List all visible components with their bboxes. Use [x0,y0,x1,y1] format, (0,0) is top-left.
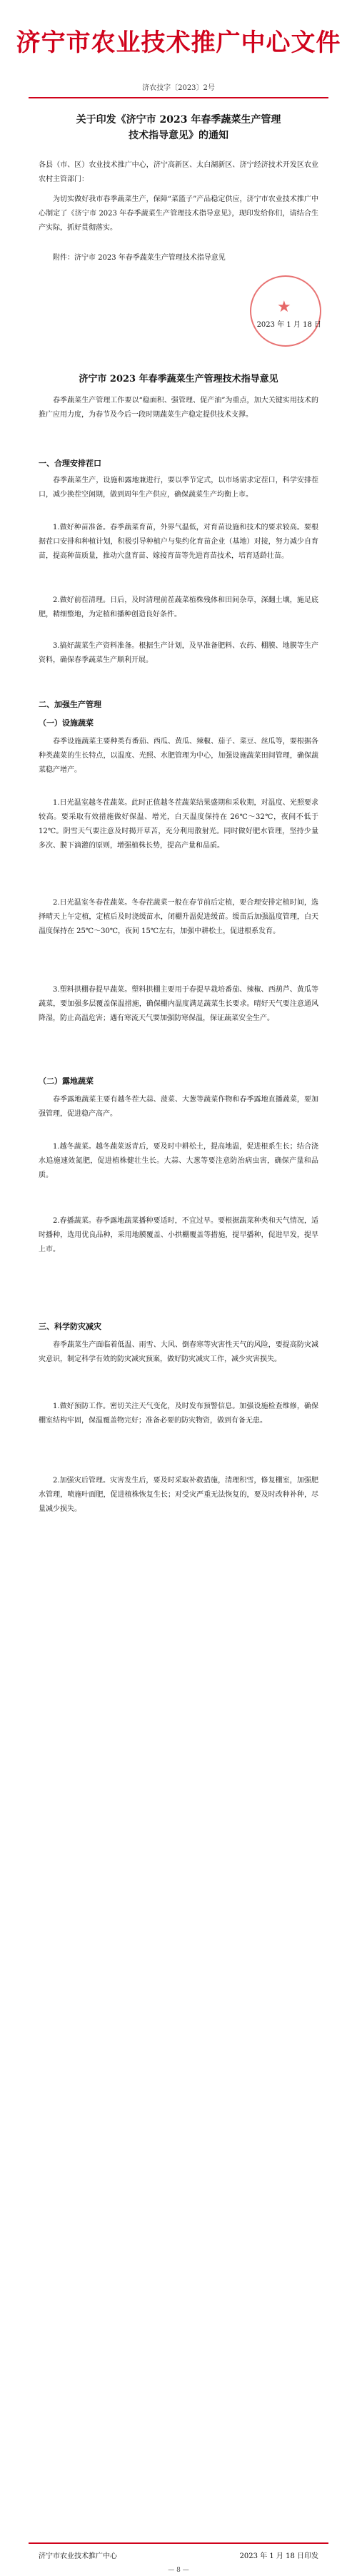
section1-paragraph-3: 2.做好前茬清理。日后，及时清理前茬蔬菜植株残体和田间杂草，深翻土壤，施足底肥，精细整地，为定植和播种创造良好条件。 [39,596,318,618]
section2-paragraph-4: 3.塑料拱棚春提早蔬菜。塑料拱棚主要用于春提早栽培番茄、辣椒、西葫芦、黄瓜等蔬菜，要加强多层覆盖保温措施，确保棚内温度满足蔬菜生长要求。晴好天气要注意通风降湿，防止高温危害；遇有寒流天气要加强防寒保温，保证蔬菜安全生产。 [39,986,318,1022]
subsection-heading-a: （一）设施蔬菜 [39,718,94,728]
section2-paragraph-3: 2.日光温室冬春茬蔬菜。冬春茬蔬菜一般在春节前后定植，要合理安排定植时间，选择晴天上午定植，定植后及时浇缓苗水，闭棚升温促进缓苗。缓苗后加强温度管理，白天温度保持在 25℃～30℃，夜间 15℃左右，加强中耕松土，促进根系发育。 [39,899,318,935]
red-divider-top [29,97,328,98]
notice-title-line2: 技术指导意见》的通知 [129,130,228,141]
section1-paragraph-1: 春季蔬菜生产，设施和露地兼进行，要以季节定式，以市场需求定茬口，科学安排茬口，减少换茬空闲期，做到周年生产供应，确保蔬菜生产均衡上市。 [39,477,318,499]
subsection-heading-b: （二）露地蔬菜 [39,1076,94,1086]
guide-intro: 春季蔬菜生产管理工作要以“稳面积、强管理、促产油”为重点，加大关键实用技术的推广应用力度，为春节及今后一段时期蔬菜生产稳定提供技术支撑。 [39,397,318,419]
section-heading-3: 三、科学防灾减灾 [39,1322,101,1331]
section2-paragraph-5: 春季露地蔬菜主要有越冬茬大蒜、菠菜、大葱等蔬菜作物和春季露地直播蔬菜，要加强管理，促进稳产高产。 [39,1096,318,1118]
section3-paragraph-1: 春季蔬菜生产面临着低温、雨雪、大风、倒春寒等灾害性天气的风险，要提高防灾减灾意识，制定科学有效的防灾减灾预案，做好防灾减灾工作，减少灾害损失。 [39,1341,318,1363]
footer-issue-date: 2023 年 1 月 18 日印发 [239,2552,318,2560]
notice-date: 2023 年 1 月 18 日 [256,321,321,329]
section2-paragraph-7: 2.春播蔬菜。春季露地蔬菜播种要适时，不宜过早。要根据蔬菜种类和天气情况，适时播种，选用优良品种，采用地膜覆盖、小拱棚覆盖等措施，提早播种，促进早发，提早上市。 [39,1217,318,1253]
org-letterhead-title: 济宁市农业技术推广中心文件 [16,29,341,57]
notice-attachment: 附件：济宁市 2023 年春季蔬菜生产管理技术指导意见 [53,254,226,262]
section1-paragraph-2: 1.做好种苗准备。春季蔬菜育苗，外界气温低，对育苗设施和技术的要求较高。要根据茬口安排和种植计划，积极引导种植户与集约化育苗企业（基地）对接，努力减少自育苗，提高种苗质量，推动穴盘育苗、嫁接育苗等先进育苗技术，培育适龄壮苗。 [39,524,318,560]
notice-recipients: 各县（市、区）农业技术推广中心，济宁高新区、太白湖新区、济宁经济技术开发区农业农村主管部门： [39,161,318,183]
section3-paragraph-2: 1.做好预防工作。密切关注天气变化，及时发布预警信息。加强设施检查维修，确保棚室结构牢固，保温覆盖物完好；准备必要的防灾物资，做到有备无患。 [39,1402,318,1425]
red-divider-bottom [29,2542,328,2544]
section1-paragraph-4: 3.搞好蔬菜生产资料准备。根据生产计划，及早准备肥料、农药、棚膜、地膜等生产资料，确保春季蔬菜生产顺利开展。 [39,642,318,664]
page-number: — 8 — [168,2567,189,2574]
section-heading-2: 二、加强生产管理 [39,700,101,709]
notice-body: 为切实做好我市春季蔬菜生产，保障“菜篮子”产品稳定供应，济宁市农业技术推广中心制定了《济宁市 2023 年春季蔬菜生产管理技术指导意见》，现印发给你们，请结合生产实际，抓好贯彻落实。 [39,195,318,232]
section3-paragraph-3: 2.加强灾后管理。灾害发生后，要及时采取补救措施，清理积雪，修复棚室，加强肥水管理，喷施叶面肥，促进植株恢复生长；对受灾严重无法恢复的，要及时改种补种，尽量减少损失。 [39,1477,318,1513]
guide-title: 济宁市 2023 年春季蔬菜生产管理技术指导意见 [79,374,278,385]
section2-paragraph-1: 春季设施蔬菜主要种类有番茄、西瓜、黄瓜、辣椒、茄子、菜豆、丝瓜等，要根据各种类蔬菜的生长特点，以温度、光照、水肥管理为中心，加强设施蔬菜田间管理，确保蔬菜稳产增产。 [39,738,318,774]
section-heading-1: 一、合理安排茬口 [39,459,101,468]
official-seal-icon [250,275,321,347]
notice-title-line1: 关于印发《济宁市 2023 年春季蔬菜生产管理 [76,114,281,126]
section2-paragraph-2: 1.日光温室越冬茬蔬菜。此时正值越冬茬蔬菜结果盛期和采收期，对温度、光照要求较高。要采取有效措施做好保温、增光，白天温度保持在 26℃～32℃，夜间不低于 12℃。阴雪天气要注意及时揭开草苫，充分利用散射光。同时做好肥水管理，坚持少量多次、膜下滴灌的原则，增强植株长势，提高产量和品质。 [39,799,318,850]
document-number: 济农技字〔2023〕2号 [142,84,215,92]
footer-issuer: 济宁市农业技术推广中心 [39,2552,117,2560]
section2-paragraph-6: 1.越冬蔬菜。越冬蔬菜返青后，要及时中耕松土，提高地温，促进根系生长；结合浇水追施速效氮肥，促进植株健壮生长。大蒜、大葱等要注意防治病虫害，确保产量和品质。 [39,1143,318,1179]
